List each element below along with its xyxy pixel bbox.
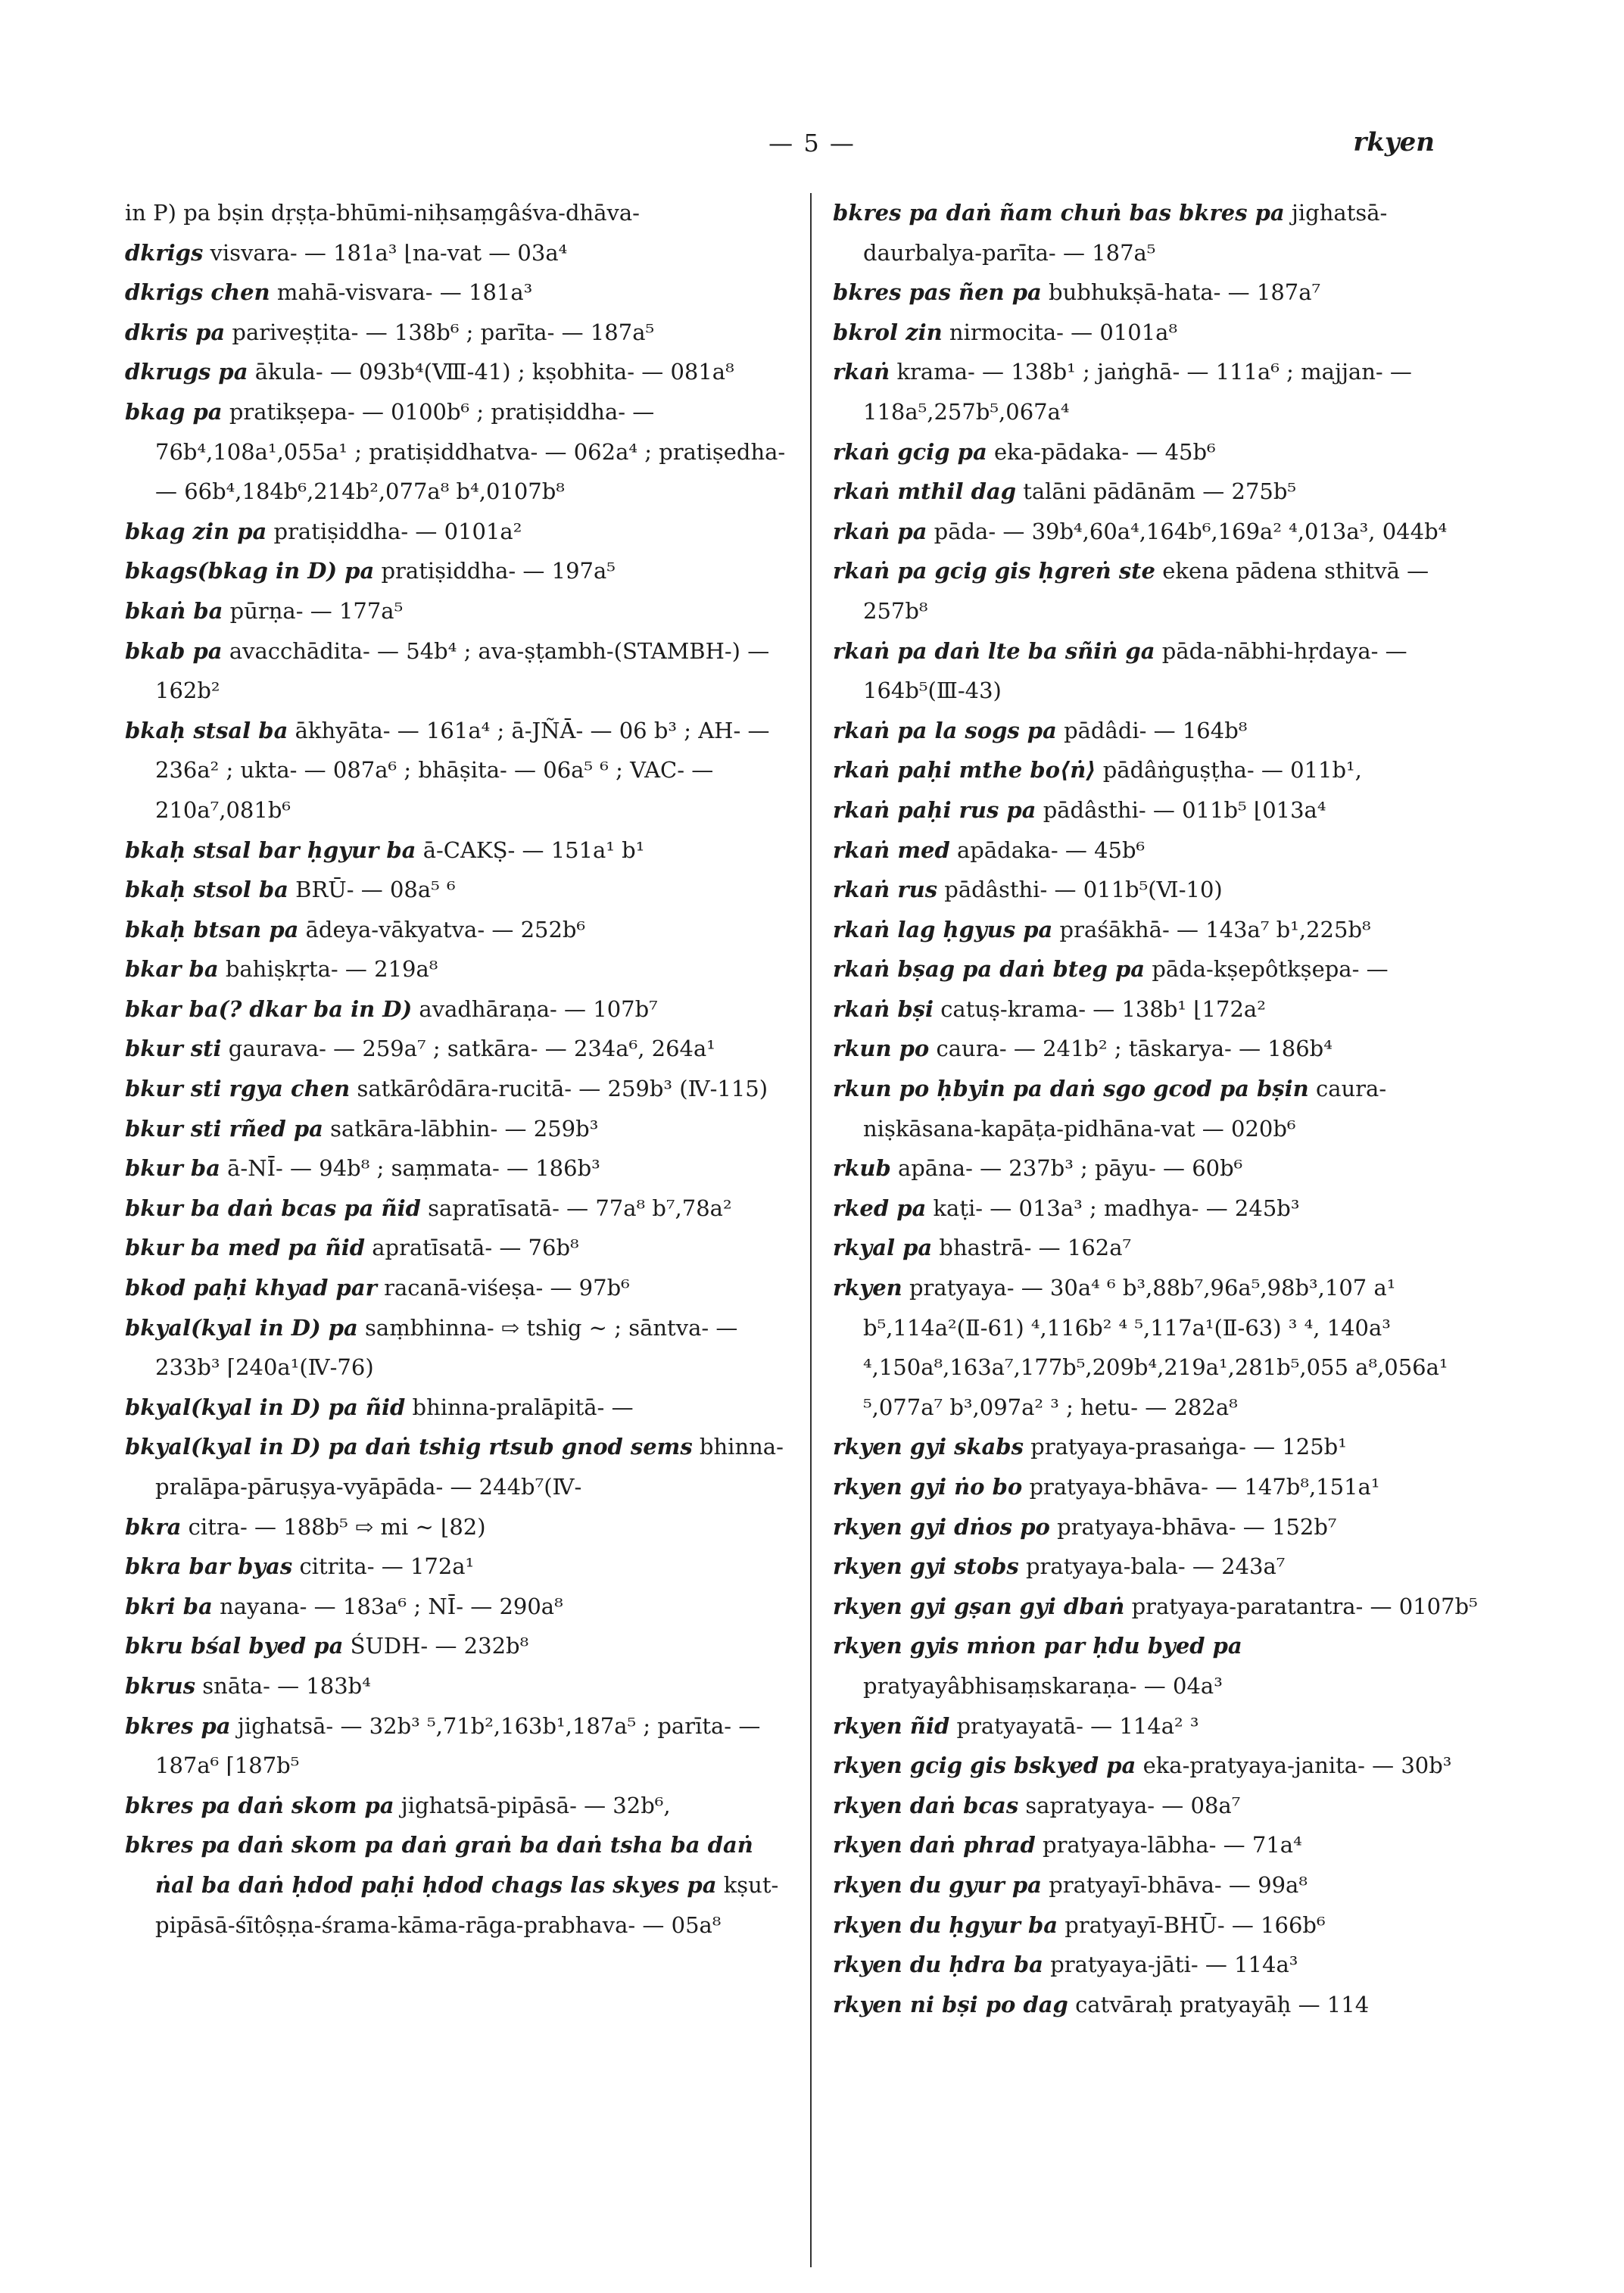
headword: bkres pa daṅ skom pa daṅ graṅ ba daṅ tsha ba daṅ ṅal ba daṅ ḥdod paḥi ḥdod chags las skyes pa bbox=[125, 1832, 753, 1898]
entry bbox=[833, 1587, 1499, 1627]
headword: bkrus bbox=[125, 1672, 196, 1699]
entry bbox=[125, 830, 791, 871]
headword: rkyen du gyur pa bbox=[833, 1871, 1042, 1898]
entry bbox=[125, 1547, 791, 1587]
gloss: ā-CAKṢ- — 151a¹ b¹ bbox=[422, 837, 645, 863]
gloss: pratyaya-bala- — 243a⁷ bbox=[1025, 1553, 1286, 1580]
entry bbox=[833, 1069, 1499, 1148]
gloss: ākula- — 093b⁴(Ⅷ-41) ; kṣobhita- — 081a⁸ bbox=[254, 359, 734, 385]
gloss: saṃbhinna- ⇨ tshig ∼ ; sāntva- — 233b³ ⌈240a¹(Ⅳ-76) bbox=[155, 1314, 738, 1381]
gloss: nirmocita- — 0101a⁸ bbox=[949, 319, 1178, 345]
headword: bkab pa bbox=[125, 637, 223, 664]
gloss: pratyaya-bhāva- — 152b⁷ bbox=[1057, 1513, 1337, 1540]
entry bbox=[833, 1507, 1499, 1547]
headword: dkrigs bbox=[125, 239, 204, 266]
headword: rkyen bbox=[833, 1275, 902, 1301]
entry bbox=[125, 1666, 791, 1706]
entry bbox=[125, 512, 791, 552]
gloss: pāda-kṣepôtkṣepa- — bbox=[1152, 956, 1389, 983]
headword: rkyen gyi dṅos po bbox=[833, 1513, 1050, 1540]
headword: rkaṅ pa daṅ lte ba sñiṅ ga bbox=[833, 637, 1155, 664]
gloss: pūrṇa- — 177a⁵ bbox=[229, 597, 404, 624]
entry bbox=[125, 1706, 791, 1786]
gloss: pratyaya-paratantra- — 0107b⁵ bbox=[1131, 1593, 1478, 1619]
gloss: satkārôdāra-rucitā- — 259b³ (Ⅳ-115) bbox=[357, 1076, 768, 1102]
entry bbox=[833, 1825, 1499, 1865]
gloss: pratyayī-bhāva- — 99a⁸ bbox=[1049, 1871, 1308, 1898]
headword: rkaṅ bṣi bbox=[833, 995, 934, 1022]
gloss: bubhukṣā-hata- — 187a⁷ bbox=[1049, 279, 1321, 306]
headword: rkyen gyi stobs bbox=[833, 1553, 1019, 1580]
gloss: ākhyāta- — 161a⁴ ; ā-JÑĀ- — 06 b³ ; AH- — 236a² ; ukta- — 087a⁶ ; bhāṣita- — 06a⁵ ⁶ ; VAC- — 210a⁷,081b⁶ bbox=[155, 717, 770, 823]
entry bbox=[125, 1148, 791, 1189]
left-column bbox=[125, 193, 791, 1945]
entry bbox=[125, 631, 791, 711]
entry bbox=[125, 1228, 791, 1268]
entry bbox=[833, 989, 1499, 1030]
headword: bkres pa bbox=[125, 1712, 231, 1739]
entry bbox=[833, 1786, 1499, 1826]
headword: bkur sti rñed pa bbox=[125, 1115, 323, 1142]
gloss: pādâdi- — 164b⁸ bbox=[1064, 717, 1248, 743]
gloss: citra- — 188b⁵ ⇨ mi ∼ ⌊82) bbox=[188, 1513, 486, 1540]
entry bbox=[125, 1587, 791, 1627]
gloss: eka-pratyaya-janita- — 30b³ bbox=[1142, 1752, 1452, 1779]
headword: rkaṅ mthil dag bbox=[833, 478, 1016, 505]
headword: rkaṅ paḥi rus pa bbox=[833, 796, 1036, 823]
entry bbox=[125, 591, 791, 631]
entry bbox=[125, 1029, 791, 1069]
gloss: citrita- — 172a¹ bbox=[299, 1553, 475, 1580]
gloss: snāta- — 183b⁴ bbox=[202, 1672, 371, 1699]
gloss: ekena pādena sthitvā — 257b⁸ bbox=[863, 558, 1429, 624]
entry bbox=[125, 352, 791, 392]
entry bbox=[125, 711, 791, 830]
entry bbox=[833, 1626, 1499, 1706]
gloss: visvara- — 181a³ ⌊na-vat — 03a⁴ bbox=[210, 239, 568, 266]
gloss: ŚUDH- — 232b⁸ bbox=[350, 1633, 529, 1659]
entry bbox=[833, 1905, 1499, 1946]
headword: rkyen gyis mṅon par ḥdu byed pa bbox=[833, 1633, 1242, 1659]
entry bbox=[125, 949, 791, 989]
headword: rkaṅ gcig pa bbox=[833, 438, 987, 465]
headword: bkres pa daṅ ñam chuṅ bas bkres pa bbox=[833, 200, 1285, 226]
gloss: talāni pādānām — 275b⁵ bbox=[1023, 478, 1297, 505]
headword: rkun po bbox=[833, 1036, 930, 1062]
entry bbox=[833, 1746, 1499, 1786]
headword: rkyen du ḥdra ba bbox=[833, 1952, 1043, 1978]
headword: bkur sti rgya chen bbox=[125, 1076, 351, 1102]
gloss: pratyaya-bhāva- — 147b⁸,151a¹ bbox=[1029, 1474, 1380, 1500]
gloss: pāda- — 39b⁴,60a⁴,164b⁶,169a² ⁴,013a³, 044b⁴ bbox=[934, 518, 1448, 544]
entry bbox=[125, 1069, 791, 1109]
headword: bkaḥ stsal bar ḥgyur ba bbox=[125, 837, 416, 863]
gloss: racanā-viśeṣa- — 97b⁶ bbox=[384, 1275, 630, 1301]
entry bbox=[125, 1825, 791, 1945]
gloss: pratikṣepa- — 0100b⁶ ; pratiṣiddha- — 76b⁴,108a¹,055a¹ ; pratiṣiddhatva- — 062a⁴ ; pratiṣedha- — 66b⁴,184b⁶,214b²,077a⁸ b⁴,0107b⁸ bbox=[155, 398, 786, 505]
entry bbox=[833, 1547, 1499, 1587]
entry bbox=[125, 392, 791, 512]
gloss: pādâsthi- — 011b⁵ ⌊013a⁴ bbox=[1043, 796, 1326, 823]
entry bbox=[833, 870, 1499, 910]
gloss: kṣut-pipāsā-śītôṣṇa-śrama-kāma-rāga-prabhava- — 05a⁸ bbox=[155, 1871, 779, 1938]
headword: bkru bśal byed pa bbox=[125, 1633, 344, 1659]
headword: rkub bbox=[833, 1155, 891, 1182]
headword: rked pa bbox=[833, 1195, 927, 1221]
running-head: rkyen bbox=[1353, 127, 1435, 157]
gloss: bhinna-pralāpa-pāruṣya-vyāpāda- — 244b⁷(Ⅳ- bbox=[155, 1434, 784, 1500]
entry bbox=[833, 910, 1499, 950]
entry bbox=[833, 273, 1499, 313]
headword: bkres pa daṅ skom pa bbox=[125, 1792, 394, 1818]
headword: rkaṅ pa bbox=[833, 518, 927, 544]
headword: rkyen du ḥgyur ba bbox=[833, 1911, 1058, 1938]
gloss: jighatsā-pipāsā- — 32b⁶, bbox=[401, 1792, 671, 1818]
headword: bkar ba bbox=[125, 956, 219, 983]
gloss: in P) pa bṣin dṛṣṭa-bhūmi-niḥsaṃgâśva-dhāva- bbox=[125, 200, 640, 226]
headword: bkur ba med pa ñid bbox=[125, 1235, 366, 1261]
entry bbox=[833, 1945, 1499, 1985]
headword: bkag zin pa bbox=[125, 518, 267, 544]
headword: bkres pas ñen pa bbox=[833, 279, 1042, 306]
entry bbox=[833, 1706, 1499, 1746]
entry bbox=[125, 1308, 791, 1388]
headword: bkaḥ btsan pa bbox=[125, 916, 299, 942]
entry bbox=[833, 750, 1499, 790]
gloss: avacchādita- — 54b⁴ ; ava-ṣṭambh-(STAMBH-) — 162b² bbox=[155, 637, 770, 704]
headword: rkyen gyi gṣan gyi dbaṅ bbox=[833, 1593, 1125, 1619]
headword: rkaṅ rus bbox=[833, 877, 938, 903]
gloss: ā-NĪ- — 94b⁸ ; saṃmata- — 186b³ bbox=[227, 1155, 600, 1182]
gloss: avadhāraṇa- — 107b⁷ bbox=[419, 995, 658, 1022]
gloss: pratyaya-jāti- — 114a³ bbox=[1050, 1952, 1298, 1978]
headword: bkur sti bbox=[125, 1036, 222, 1062]
column-divider bbox=[810, 193, 812, 2267]
gloss: pādâsthi- — 011b⁵(Ⅵ-10) bbox=[944, 877, 1223, 903]
gloss: ādeya-vākyatva- — 252b⁶ bbox=[305, 916, 586, 942]
headword: bkar ba(? dkar ba in D) bbox=[125, 995, 413, 1022]
headword: rkaṅ lag ḥgyus pa bbox=[833, 916, 1053, 942]
gloss: sapratīsatā- — 77a⁸ b⁷,78a² bbox=[428, 1195, 732, 1221]
headword: rkaṅ bṣag pa daṅ bteg pa bbox=[833, 956, 1146, 983]
entry bbox=[833, 512, 1499, 552]
gloss: caura- — 241b² ; tāskarya- — 186b⁴ bbox=[936, 1036, 1333, 1062]
gloss: bahiṣkṛta- — 219a⁸ bbox=[225, 956, 438, 983]
headword: bkra bbox=[125, 1513, 182, 1540]
headword: rkaṅ pa gcig gis ḥgreṅ ste bbox=[833, 558, 1155, 584]
gloss: praśākhā- — 143a⁷ b¹,225b⁸ bbox=[1059, 916, 1371, 942]
headword: rkyen gyi skabs bbox=[833, 1434, 1024, 1460]
headword: bkaṅ ba bbox=[125, 597, 223, 624]
entry bbox=[833, 1865, 1499, 1905]
entry bbox=[833, 1427, 1499, 1467]
entry bbox=[833, 1228, 1499, 1268]
entry bbox=[833, 1268, 1499, 1427]
headword: bkur ba bbox=[125, 1155, 220, 1182]
entry bbox=[125, 1626, 791, 1666]
entry bbox=[833, 1467, 1499, 1507]
entry bbox=[833, 1029, 1499, 1069]
gloss: kaṭi- — 013a³ ; madhya- — 245b³ bbox=[933, 1195, 1300, 1221]
gloss: BRŪ- — 08a⁵ ⁶ bbox=[295, 877, 456, 903]
entry bbox=[833, 1148, 1499, 1189]
gloss: nayana- — 183a⁶ ; NĪ- — 290a⁸ bbox=[220, 1593, 563, 1619]
page-number: — 5 — bbox=[768, 129, 856, 157]
headword: rkaṅ paḥi mthe bo⟨ṅ⟩ bbox=[833, 757, 1096, 784]
entry bbox=[125, 233, 791, 273]
headword: bkags(bkag in D) pa bbox=[125, 558, 375, 584]
entry bbox=[125, 551, 791, 591]
headword: rkyal pa bbox=[833, 1235, 933, 1261]
headword: dkrugs pa bbox=[125, 359, 248, 385]
gloss: pratyaya-lābha- — 71a⁴ bbox=[1043, 1832, 1302, 1858]
gloss: pratiṣiddha- — 0101a² bbox=[273, 518, 522, 544]
headword: bkri ba bbox=[125, 1593, 213, 1619]
entry bbox=[125, 1507, 791, 1547]
gloss: apāna- — 237b³ ; pāyu- — 60b⁶ bbox=[897, 1155, 1243, 1182]
entry bbox=[833, 352, 1499, 431]
headword: bkod paḥi khyad par bbox=[125, 1275, 377, 1301]
headword: bkyal(kyal in D) pa bbox=[125, 1314, 358, 1341]
headword: rkun po ḥbyin pa daṅ sgo gcod pa bṣin bbox=[833, 1076, 1309, 1102]
headword: bkra bar byas bbox=[125, 1553, 293, 1580]
gloss: pratyaya-prasaṅga- — 125b¹ bbox=[1030, 1434, 1347, 1460]
gloss: catvāraḥ pratyayāḥ — 114 bbox=[1075, 1991, 1370, 2017]
entry bbox=[125, 1427, 791, 1506]
gloss: apratīsatā- — 76b⁸ bbox=[372, 1235, 579, 1261]
gloss: pratyayī-BHŪ- — 166b⁶ bbox=[1064, 1911, 1326, 1938]
gloss: bhinna-pralāpitā- — bbox=[412, 1394, 634, 1420]
gloss: pratyayatā- — 114a² ³ bbox=[956, 1712, 1199, 1739]
headword: bkrol zin bbox=[833, 319, 943, 345]
entry bbox=[125, 1786, 791, 1826]
headword: rkyen ñid bbox=[833, 1712, 950, 1739]
gloss: pratiṣiddha- — 197a⁵ bbox=[381, 558, 616, 584]
headword: rkyen daṅ phrad bbox=[833, 1832, 1036, 1858]
entry bbox=[833, 193, 1499, 273]
gloss: gaurava- — 259a⁷ ; satkāra- — 234a⁶, 264a¹ bbox=[228, 1036, 715, 1062]
entry bbox=[125, 313, 791, 353]
entry bbox=[833, 432, 1499, 472]
entry bbox=[125, 989, 791, 1030]
headword: bkag pa bbox=[125, 398, 223, 425]
entry bbox=[125, 193, 791, 233]
gloss: sapratyaya- — 08a⁷ bbox=[1025, 1792, 1241, 1818]
gloss: bhastrā- — 162a⁷ bbox=[939, 1235, 1132, 1261]
headword: dkrigs chen bbox=[125, 279, 270, 306]
headword: rkaṅ pa la sogs pa bbox=[833, 717, 1057, 743]
entry bbox=[125, 1189, 791, 1229]
headword: dkris pa bbox=[125, 319, 226, 345]
headword: bkaḥ stsol ba bbox=[125, 877, 288, 903]
gloss: pariveṣṭita- — 138b⁶ ; parīta- — 187a⁵ bbox=[232, 319, 655, 345]
headword: rkyen daṅ bcas bbox=[833, 1792, 1019, 1818]
entry bbox=[833, 790, 1499, 830]
entry bbox=[125, 273, 791, 313]
gloss: eka-pādaka- — 45b⁶ bbox=[993, 438, 1216, 465]
headword: rkaṅ med bbox=[833, 837, 950, 863]
gloss: pratyaya- — 30a⁴ ⁶ b³,88b⁷,96a⁵,98b³,107 a¹ b⁵,114a²(Ⅱ-61) ⁴,116b² ⁴ ⁵,117a¹(Ⅱ-63) ³ ⁴, 140a³ ⁴,150a⁸,163a⁷,177b⁵,209b⁴,219a¹,281b⁵,055 a⁸,056a¹ ⁵,077a⁷ b³,097a² ³ ; hetu- — 282a⁸ bbox=[863, 1275, 1448, 1420]
gloss: caura-niṣkāsana-kapāṭa-pidhāna-vat — 020b⁶ bbox=[863, 1076, 1387, 1142]
gloss: catuṣ-krama- — 138b¹ ⌊172a² bbox=[940, 995, 1266, 1022]
gloss: jighatsā-daurbalya-parīta- — 187a⁵ bbox=[863, 200, 1388, 266]
right-column bbox=[833, 193, 1499, 2024]
headword: rkyen gyi ṅo bo bbox=[833, 1474, 1023, 1500]
entry bbox=[833, 949, 1499, 989]
entry bbox=[125, 910, 791, 950]
headword: bkur ba daṅ bcas pa ñid bbox=[125, 1195, 421, 1221]
headword: rkyen gcig gis bskyed pa bbox=[833, 1752, 1136, 1779]
headword: bkyal(kyal in D) pa daṅ tshig rtsub gnod sems bbox=[125, 1434, 693, 1460]
entry bbox=[125, 870, 791, 910]
entry bbox=[833, 551, 1499, 631]
headword: rkyen ni bṣi po dag bbox=[833, 1991, 1068, 2017]
entry bbox=[833, 472, 1499, 512]
entry bbox=[125, 1388, 791, 1428]
headword: rkaṅ bbox=[833, 359, 890, 385]
gloss: pādâṅguṣṭha- — 011b¹, bbox=[1102, 757, 1362, 784]
gloss: satkāra-lābhin- — 259b³ bbox=[330, 1115, 599, 1142]
headword: bkyal(kyal in D) pa ñid bbox=[125, 1394, 406, 1420]
entry bbox=[833, 711, 1499, 751]
entry bbox=[125, 1109, 791, 1149]
entry bbox=[833, 313, 1499, 353]
gloss: jighatsā- — 32b³ ⁵,71b²,163b¹,187a⁵ ; parīta- — 187a⁶ ⌈187b⁵ bbox=[155, 1712, 761, 1779]
entry bbox=[833, 830, 1499, 871]
entry bbox=[125, 1268, 791, 1308]
gloss: apādaka- — 45b⁶ bbox=[956, 837, 1146, 863]
entry bbox=[833, 1985, 1499, 2025]
entry bbox=[833, 631, 1499, 711]
gloss: pāda-nābhi-hṛdaya- — 164b⁵(Ⅲ-43) bbox=[863, 637, 1407, 704]
gloss: mahā-visvara- — 181a³ bbox=[276, 279, 533, 306]
headword: bkaḥ stsal ba bbox=[125, 717, 288, 743]
gloss: krama- — 138b¹ ; jaṅghā- — 111a⁶ ; majjan- — 118a⁵,257b⁵,067a⁴ bbox=[863, 359, 1412, 425]
entry bbox=[833, 1189, 1499, 1229]
gloss: pratyayâbhisaṃskaraṇa- — 04a³ bbox=[863, 1672, 1223, 1699]
